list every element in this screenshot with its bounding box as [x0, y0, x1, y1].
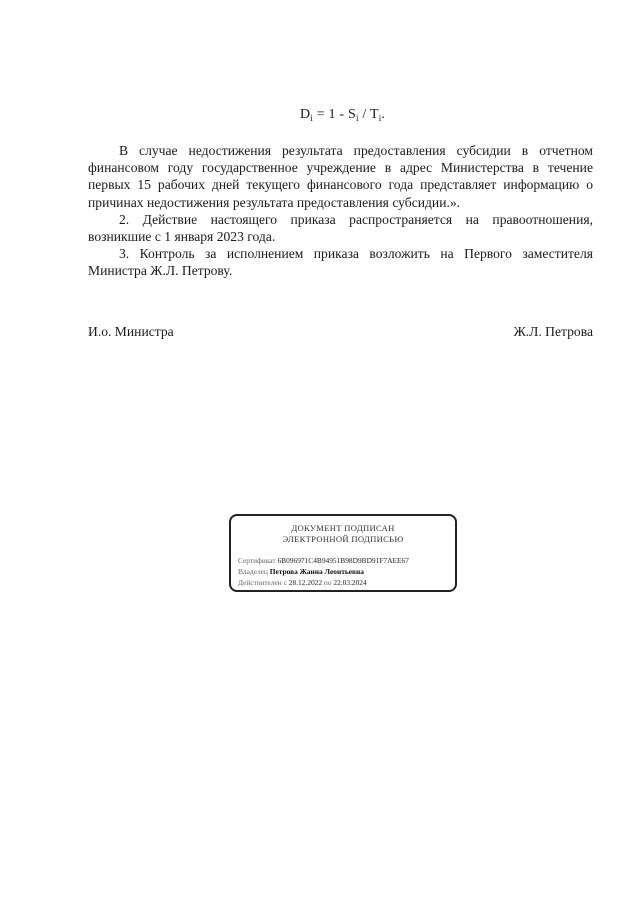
stamp-validity	[238, 577, 409, 588]
stamp-certificate-label: Сертификат	[238, 556, 276, 565]
signature-row	[88, 324, 593, 340]
stamp-title	[231, 523, 455, 545]
formula-t-subscript: i	[378, 113, 382, 123]
formula-s-subscript: i	[355, 113, 359, 123]
formula-end: .	[381, 107, 386, 122]
electronic-signature-stamp	[229, 514, 457, 592]
stamp-certificate-value: 6B096971C4B94951B98D9BD91F7AEE67	[277, 556, 409, 565]
formula-eq: = 1 -	[313, 107, 348, 122]
stamp-valid-to: 22.03.2024	[333, 578, 367, 587]
paragraph-control: 3. Контроль за исполнением приказа возложить на Первого заместителя Министра Ж.Л. Петрову.	[88, 246, 593, 279]
stamp-details	[238, 555, 409, 588]
paragraph-effective-date: 2. Действие настоящего приказа распространяется на правоотношения, возникшие с 1 января 2023 года.	[88, 211, 593, 245]
stamp-certificate	[238, 555, 409, 566]
stamp-valid-to-prefix: по	[323, 578, 332, 587]
stamp-owner-value: Петрова Жанна Леонтьевна	[269, 567, 364, 576]
body-text	[88, 142, 593, 280]
signatory-name: Ж.Л. Петрова	[513, 324, 593, 339]
stamp-valid-label: Действителен	[238, 578, 282, 587]
signatory-position: И.о. Министра	[88, 324, 174, 339]
stamp-title-line1: ДОКУМЕНТ ПОДПИСАН	[291, 523, 395, 533]
formula	[300, 107, 385, 123]
formula-d: D	[300, 107, 311, 122]
formula-div: /	[358, 107, 370, 122]
stamp-owner	[238, 566, 409, 577]
stamp-valid-from: 28.12.2022	[288, 578, 323, 587]
formula-d-subscript: i	[310, 113, 314, 123]
stamp-owner-label: Владелец	[238, 567, 268, 576]
stamp-valid-from-prefix: с	[283, 578, 287, 587]
paragraph-subsidy-report: В случае недостижения результата предоставления субсидии в отчетном финансовом году государственное учреждение в адрес Министерства в течение первых 15 рабочих дней текущего финансового года представляет информацию о причинах недостижения результата предоставления субсидии.».	[88, 143, 593, 210]
stamp-title-line2: ЭЛЕКТРОННОЙ ПОДПИСЬЮ	[282, 534, 404, 544]
formula-s: S	[347, 107, 356, 122]
formula-t: T	[369, 107, 379, 122]
